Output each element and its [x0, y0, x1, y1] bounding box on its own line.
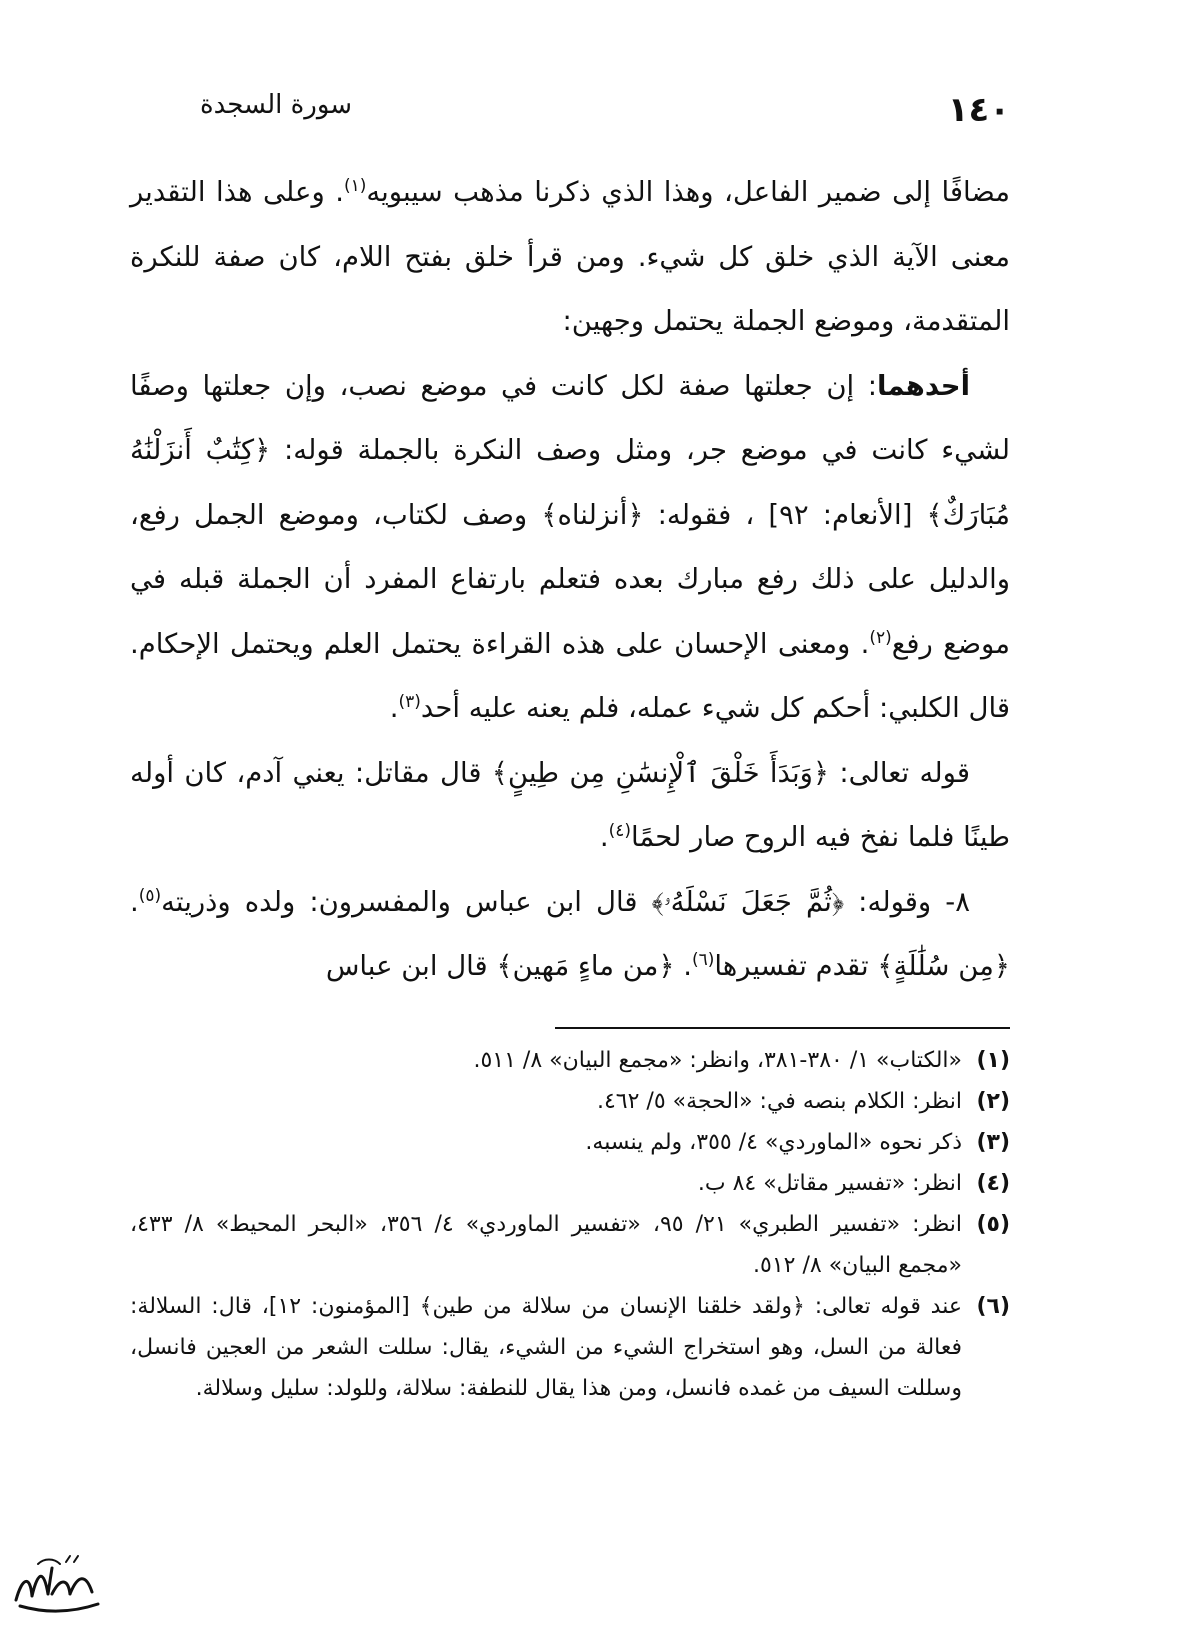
- paragraph-1: [130, 160, 1010, 354]
- footnote-1: [130, 1040, 1010, 1081]
- paragraph-4-text-2: . ﴿مِن سُلَٰلَةٍ﴾ تقدم تفسيرها: [130, 885, 1010, 982]
- paragraph-2-text-2: . ومعنى الإحسان على هذه القراءة يحتمل العلم ويحتمل الإحكام. قال الكلبي: أحكم كل شيء عمله، فلم يعنه عليه أحد: [130, 627, 1010, 724]
- footnote-number: (٦): [976, 1294, 1010, 1319]
- paragraph-3-text-2: .: [599, 821, 609, 853]
- footnote-divider: [555, 1027, 1010, 1029]
- running-header: [180, 86, 1010, 134]
- footnote-text: عند قوله تعالى: ﴿ولقد خلقنا الإنسان من سلالة من طين﴾ [المؤمنون: ١٢]، قال: السلالة: فعالة من السل، وهو استخراج الشيء من الشيء، يقال: سللت الشعر من العجين فانسل، وسللت السيف من غمده فانسل، ومن هذا يقال للنطفة: سلالة، وللولد: سليل وسلالة.: [130, 1294, 962, 1401]
- footnote-ref-1[interactable]: (١): [343, 175, 367, 196]
- footnote-3: [130, 1122, 1010, 1163]
- footnote-text: ذكر نحوه «الماوردي» ٤/ ٣٥٥، ولم ينسبه.: [585, 1130, 962, 1155]
- paragraph-4-text-3: . ﴿من ماءٍ مَهين﴾ قال ابن عباس: [325, 950, 692, 982]
- paragraph-2-text-1: : إن جعلتها صفة لكل كانت في موضع نصب، وإن جعلتها وصفًا لشيء كانت في موضع جر، ومثل وصف النكرة بالجملة قوله: ﴿كِتَٰبٌ أَنزَلْنَٰهُ مُبَارَكٌ﴾ [الأنعام: ٩٢] ، فقوله: ﴿أنزلناه﴾ وصف لكتاب، وموضع الجمل رفع، والدليل على ذلك رفع مبارك بعده فتعلم بارتفاع المفرد أن الجملة قبله في موضع رفع: [130, 369, 1011, 660]
- footnote-number: (٣): [976, 1130, 1010, 1155]
- footnote-ref-3[interactable]: (٣): [398, 691, 421, 712]
- page-number: ١٤٠: [947, 90, 1010, 130]
- footnote-text: انظر: الكلام بنصه في: «الحجة» ٥/ ٤٦٢.: [596, 1089, 962, 1114]
- footnote-ref-6[interactable]: (٦): [691, 949, 715, 970]
- footnote-2: [130, 1081, 1010, 1122]
- footnote-4: [130, 1163, 1010, 1204]
- footnote-6: [130, 1286, 1010, 1409]
- paragraph-2-text-3: .: [389, 692, 399, 724]
- footnote-5: [130, 1204, 1010, 1286]
- paragraph-1-text-1: مضافًا إلى ضمير الفاعل، وهذا الذي ذكرنا مذهب سيبويه: [366, 176, 1011, 208]
- footnote-number: (١): [976, 1048, 1010, 1073]
- footnote-text: انظر: «تفسير مقاتل» ٨٤ ب.: [697, 1171, 962, 1196]
- footnote-number: (٥): [976, 1212, 1010, 1237]
- paragraph-2-lead: أحدهما: [877, 369, 970, 402]
- paragraph-4: [130, 870, 1010, 999]
- footnote-ref-2[interactable]: (٢): [869, 627, 892, 648]
- surah-title: سورة السجدة: [200, 90, 353, 120]
- paragraph-4-text-1: ٨- وقوله: ﴿ثُمَّ جَعَلَ نَسْلَهُۥ﴾ قال ابن عباس والمفسرون: ولده وذريته: [161, 885, 970, 918]
- paragraph-1-text-2: . وعلى هذا التقدير معنى الآية الذي خلق كل شيء. ومن قرأ خلق بفتح اللام، كان صفة للنكرة المتقدمة، وموضع الجملة يحتمل وجهين:: [130, 176, 1010, 337]
- footnote-text: «الكتاب» ١/ ٣٨٠-٣٨١، وانظر: «مجمع البيان» ٨/ ٥١١.: [473, 1048, 962, 1073]
- paragraph-3-text-1: قوله تعالى: ﴿وَبَدَأَ خَلْقَ ٱلْإِنسَٰنِ مِن طِينٍ﴾ قال مقاتل: يعني آدم، كان أوله طينًا فلما نفخ فيه الروح صار لحمًا: [130, 756, 1010, 853]
- footnote-ref-4[interactable]: (٤): [608, 820, 632, 841]
- footnote-text: انظر: «تفسير الطبري» ٢١/ ٩٥، «تفسير الماوردي» ٤/ ٣٥٦، «البحر المحيط» ٨/ ٤٣٣، «مجمع البيان» ٨/ ٥١٢.: [130, 1212, 962, 1278]
- paragraph-2: [130, 354, 1010, 741]
- publisher-logo: [8, 1548, 104, 1620]
- main-text: [130, 160, 1010, 999]
- paragraph-3: [130, 741, 1010, 870]
- footnote-number: (٢): [976, 1089, 1010, 1114]
- footnotes: [130, 1040, 1010, 1409]
- footnote-ref-5[interactable]: (٥): [138, 885, 162, 906]
- footnote-number: (٤): [976, 1171, 1010, 1196]
